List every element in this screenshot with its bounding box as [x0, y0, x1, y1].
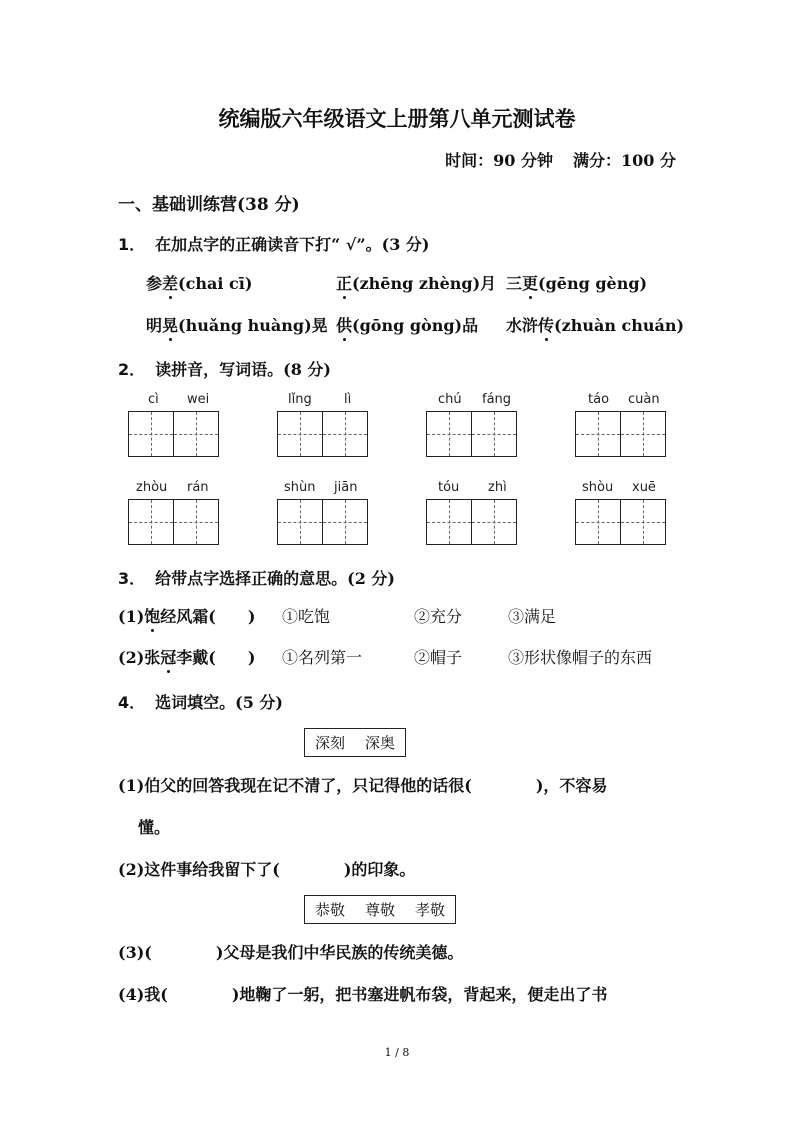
pron-item-4: 明晃(huǎng huàng)晃: [146, 313, 328, 336]
sentence-1-cont: 懂。: [138, 818, 171, 837]
grid-cell[interactable]: [322, 411, 368, 457]
grid-cell[interactable]: [426, 499, 472, 545]
word-choice-box: [304, 895, 456, 924]
option: ②帽子: [414, 648, 463, 667]
writing-grid[interactable]: [128, 499, 218, 545]
grid-cell[interactable]: [620, 499, 666, 545]
pinyin-label: lǐng: [288, 392, 312, 407]
page-title: 统编版六年级语文上册第八单元测试卷: [218, 107, 576, 131]
sentence-2: (2)这件事给我留下了( )的印象。: [118, 860, 416, 879]
word-choice: 孝敬: [415, 901, 446, 919]
question-text: 读拼音，写词语。(8 分): [155, 360, 331, 379]
writing-grid[interactable]: [277, 411, 367, 457]
writing-grid[interactable]: [426, 499, 516, 545]
dotted-char: 冠: [160, 645, 176, 668]
option: ①吃饱: [282, 607, 331, 626]
grid-cell[interactable]: [277, 499, 323, 545]
pinyin-label: shùn: [284, 480, 316, 495]
pinyin-label: tóu: [438, 480, 460, 495]
dotted-char: 差: [162, 271, 178, 294]
pinyin-label: wei: [187, 392, 210, 407]
grid-cell[interactable]: [620, 411, 666, 457]
pinyin-label: táo: [588, 392, 610, 407]
writing-grid[interactable]: [277, 499, 367, 545]
word-choice: 恭敬: [315, 901, 346, 919]
grid-cell[interactable]: [277, 411, 323, 457]
grid-cell[interactable]: [575, 411, 621, 457]
dotted-char: 晃: [162, 313, 178, 336]
writing-grid[interactable]: [575, 499, 665, 545]
option: ③形状像帽子的东西: [508, 648, 653, 667]
grid-cell[interactable]: [322, 499, 368, 545]
exam-meta: [445, 148, 676, 171]
question-number: 2．: [118, 360, 146, 379]
question-number: 3．: [118, 569, 146, 588]
pinyin-label: cì: [148, 392, 159, 407]
pinyin-label: chú: [438, 392, 462, 407]
question-text: 在加点字的正确读音下打“ √”。(3 分): [155, 235, 430, 254]
question-number: 4．: [118, 693, 146, 712]
grid-cell[interactable]: [426, 411, 472, 457]
sentence-3: (3)( )父母是我们中华民族的传统美德。: [118, 943, 464, 962]
word-choice: 尊敬: [365, 901, 396, 919]
pinyin-label: zhì: [488, 480, 507, 495]
word-choice-box: [304, 728, 406, 757]
question-4: [118, 690, 283, 713]
dotted-char: 更: [522, 271, 538, 294]
sentence-4: (4)我( )地鞠了一躬，把书塞进帆布袋，背起来，便走出了书: [118, 985, 608, 1004]
sentence-1: (1)伯父的回答我现在记不清了，只记得他的话很( )，不容易: [118, 776, 608, 795]
grid-cell[interactable]: [575, 499, 621, 545]
option: ①名列第一: [282, 648, 363, 667]
pinyin-label: zhòu: [136, 480, 168, 495]
pinyin-label: cuàn: [628, 392, 660, 407]
pron-item-3: 三更(gēng gèng): [506, 271, 647, 294]
pron-item-1: 参差(chai cī): [146, 271, 252, 294]
writing-grid[interactable]: [128, 411, 218, 457]
question-3: [118, 566, 395, 589]
question-text: 选词填空。(5 分): [155, 693, 283, 712]
time-limit: 时间：90 分钟: [445, 151, 554, 170]
pinyin-label: jiān: [334, 480, 358, 495]
grid-cell[interactable]: [471, 499, 517, 545]
meaning-row-2: (2)张冠李戴( ): [118, 645, 255, 668]
page-number: 1 / 8: [384, 1046, 410, 1059]
grid-cell[interactable]: [173, 411, 219, 457]
pinyin-label: shòu: [582, 480, 614, 495]
pron-item-2: 正(zhēng zhèng)月: [336, 271, 496, 294]
dotted-char: 供: [336, 313, 352, 336]
pinyin-label: lì: [344, 392, 352, 407]
pinyin-label: rán: [187, 480, 209, 495]
question-1: [118, 232, 429, 255]
grid-cell[interactable]: [471, 411, 517, 457]
section-heading: 一、基础训练营(38 分): [118, 195, 300, 215]
grid-cell[interactable]: [128, 411, 174, 457]
pron-item-5: 供(gōng gòng)品: [336, 313, 478, 336]
dotted-char: 饱: [144, 604, 160, 627]
pinyin-label: xuē: [632, 480, 656, 495]
pinyin-label: fáng: [482, 392, 512, 407]
dotted-char: 正: [336, 271, 352, 294]
grid-cell[interactable]: [173, 499, 219, 545]
option: ②充分: [414, 607, 463, 626]
meaning-row-1: (1)饱经风霜( ): [118, 604, 255, 627]
word-choice: 深奥: [365, 734, 396, 752]
question-2: [118, 357, 331, 380]
full-score: 满分：100 分: [573, 151, 676, 170]
option: ③满足: [508, 607, 557, 626]
pron-item-6: 水浒传(zhuàn chuán): [506, 313, 684, 336]
grid-cell[interactable]: [128, 499, 174, 545]
word-choice: 深刻: [315, 734, 346, 752]
writing-grid[interactable]: [426, 411, 516, 457]
question-text: 给带点字选择正确的意思。(2 分): [155, 569, 395, 588]
dotted-char: 传: [538, 313, 554, 336]
question-number: 1．: [118, 235, 146, 254]
writing-grid[interactable]: [575, 411, 665, 457]
